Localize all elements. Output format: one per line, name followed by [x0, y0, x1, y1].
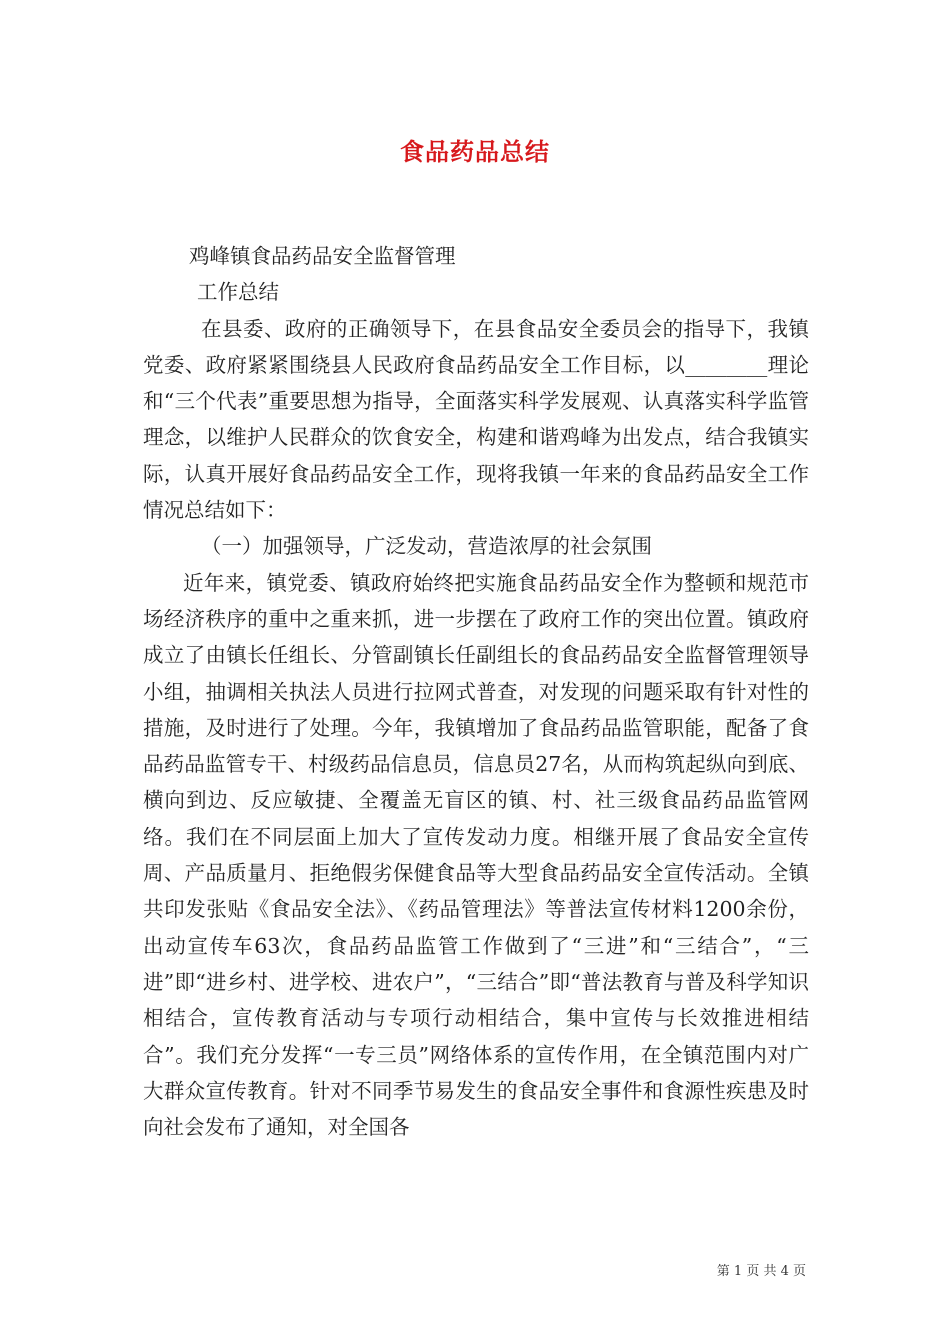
- document-body: [143, 238, 809, 1145]
- section-heading-1: （一）加强领导，广泛发动，营造浓厚的社会氛围: [201, 534, 652, 559]
- paragraph-intro: 在县委、政府的正确领导下，在县食品安全委员会的指导下，我镇党委、政府紧紧围绕县人民政府食品药品安全工作目标，以________理论和“三个代表”重要思想为指导，全面落实科学发展观、认真落实科学监管理念，以维护人民群众的饮食安全，构建和谐鸡峰为出发点，结合我镇实际，认真开展好食品药品安全工作，现将我镇一年来的食品药品安全工作情况总结如下：: [143, 316, 809, 523]
- document-title: 食品药品总结: [400, 137, 550, 166]
- page-number: 第 1 页 共 4 页: [716, 1264, 806, 1279]
- paragraph-subtitle-line1: 鸡峰镇食品药品安全监督管理: [189, 244, 456, 268]
- paragraph-section-1: 近年来，镇党委、镇政府始终把实施食品药品安全作为整顿和规范市场经济秩序的重中之重来抓，进一步摆在了政府工作的突出位置。镇政府成立了由镇长任组长、分管副镇长任副组长的食品药品安全监督管理领导小组，抽调相关执法人员进行拉网式普查，对发现的问题采取有针对性的措施，及时进行了处理。今年，我镇增加了食品药品监管职能，配备了食品药品监管专干、村级药品信息员，信息员27名，从而构筑起纵向到底、横向到边、反应敏捷、全覆盖无盲区的镇、村、社三级食品药品监管网络。我们在不同层面上加大了宣传发动力度。相继开展了食品安全宣传周、产品质量月、拒绝假劣保健食品等大型食品药品安全宣传活动。全镇共印发张贴《食品安全法》、《药品管理法》等普法宣传材料1200余份，出动宣传车63次，食品药品监管工作做到了“三进”和“三结合”，“三进”即“进乡村、进学校、进农户”，“三结合”即“普法教育与普及科学知识相结合，宣传教育活动与专项行动相结合，集中宣传与长效推进相结合”。我们充分发挥“一专三员”网络体系的宣传作用，在全镇范围内对广大群众宣传教育。针对不同季节易发生的食品安全事件和食源性疾患及时向社会发布了通知，对全国各: [143, 570, 809, 1140]
- paragraph-subtitle-line2: 工作总结: [197, 280, 279, 305]
